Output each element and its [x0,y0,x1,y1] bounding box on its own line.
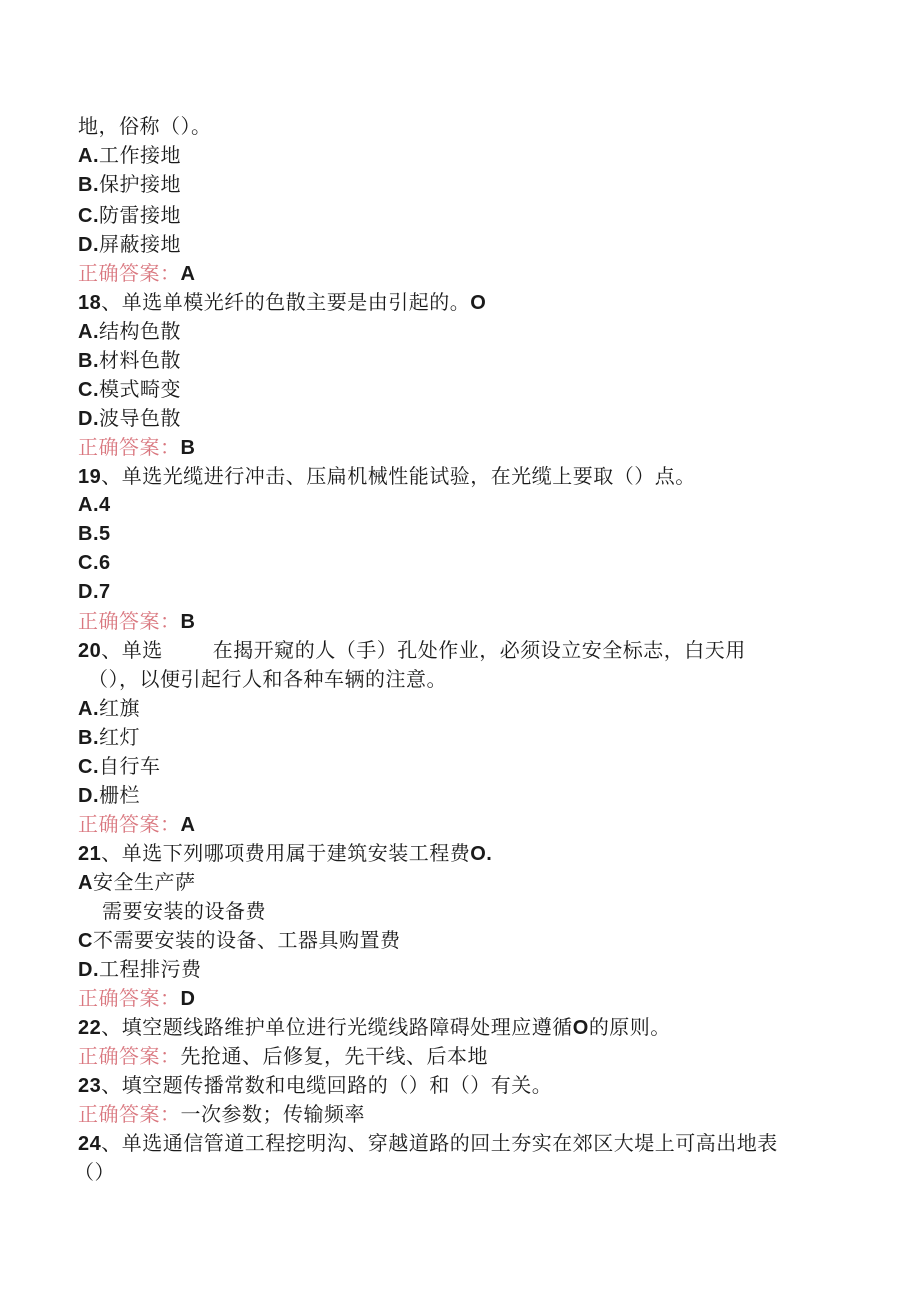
question-20-stem: 20、单选 在揭开窥的人（手）孔处作业，必须设立安全标志，白天用 [78,638,746,662]
option-b: B.5 [78,523,111,545]
option-b: B.保护接地 [78,172,181,196]
option-c: C.6 [78,552,111,574]
option-b: 需要安装的设备费 [102,899,266,923]
option-d: D.屏蔽接地 [78,232,181,256]
option-a: A.工作接地 [78,143,181,167]
question-22-stem: 22、填空题线路维护单位进行光缆线路障碍处理应遵循O的原则。 [78,1015,671,1039]
option-d: D.7 [78,581,111,603]
answer-19: 正确答案：B [78,609,196,633]
option-b: B.红灯 [78,725,140,749]
option-a: A.4 [78,494,111,516]
question-21-stem: 21、单选下列哪项费用属于建筑安装工程费O. [78,841,493,865]
question-24-stem-cont: （） [74,1160,115,1184]
option-a: A.红旗 [78,696,140,720]
option-d: D.波导色散 [78,406,181,430]
option-a: A安全生产萨 [78,870,196,894]
option-b: B.材料色散 [78,348,181,372]
option-a: A.结构色散 [78,319,181,343]
answer-17: 正确答案：A [78,261,196,285]
question-24-stem: 24、单选通信管道工程挖明沟、穿越道路的回土夯实在郊区大堤上可高出地表 [78,1131,778,1155]
option-c: C不需要安装的设备、工器具购置费 [78,928,401,952]
question-17-stem: 地，俗称（）。 [78,114,212,138]
option-d: D.工程排污费 [78,957,202,981]
answer-23: 正确答案：一次参数；传输频率 [78,1102,365,1126]
option-c: C.防雷接地 [78,203,181,227]
question-20-stem-cont: （），以便引起行人和各种车辆的注意。 [88,667,447,691]
answer-22: 正确答案：先抢通、后修复，先干线、后本地 [78,1044,488,1068]
answer-18: 正确答案：B [78,435,196,459]
answer-20: 正确答案：A [78,812,196,836]
option-d: D.栅栏 [78,783,140,807]
answer-21: 正确答案：D [78,986,196,1010]
option-c: C.自行车 [78,754,161,778]
question-19-stem: 19、单选光缆进行冲击、压扁机械性能试验，在光缆上要取（）点。 [78,464,696,488]
question-18-stem: 18、单选单模光纤的色散主要是由引起的。O [78,290,487,314]
option-c: C.模式畸变 [78,377,181,401]
question-23-stem: 23、填空题传播常数和电缆回路的（）和（）有关。 [78,1073,553,1097]
